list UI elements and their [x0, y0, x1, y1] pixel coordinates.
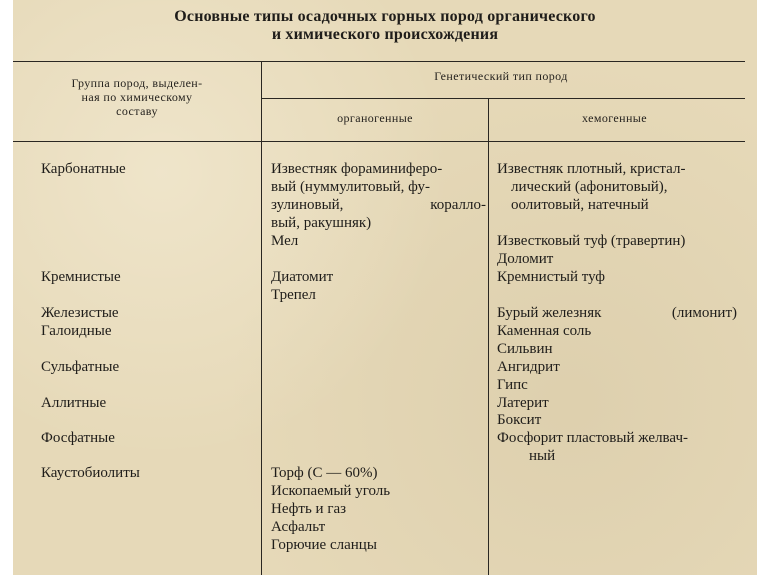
group-ferruginous: Железистые [41, 305, 119, 321]
organogenic-header: органогенные [337, 111, 413, 125]
organogenic-oil-gas: Нефть и газ [271, 501, 347, 517]
group-caustobiolith: Каустобиолиты [41, 465, 140, 481]
chemogenic-dense-limestone-line-1: Известняк плотный, кристал- [497, 161, 686, 177]
organogenic-tripoli: Трепел [271, 287, 316, 303]
chemogenic-phosphorite-line-2: ный [529, 448, 556, 464]
genetic-type-header: Генетический тип пород [434, 69, 568, 83]
table-title-line-2: и химического происхождения [271, 26, 499, 43]
group-sulfate: Сульфатные [41, 359, 120, 375]
header-bottom-rule [13, 141, 745, 142]
foram-limestone-word-2: коралло- [430, 197, 486, 213]
organogenic-fossil-coal: Ископаемый уголь [271, 483, 391, 499]
organogenic-oil-shale: Горючие сланцы [271, 537, 377, 553]
organogenic-peat: Торф (С — 60%) [271, 465, 378, 481]
chemogenic-dolomite: Доломит [497, 251, 554, 267]
organogenic-chalk: Мел [271, 233, 299, 249]
organogenic-foram-limestone-line-3 [271, 196, 486, 214]
foram-limestone-word-1: зулиновый, [271, 197, 344, 213]
group-carbonate: Карбонатные [41, 161, 126, 177]
chemogenic-sylvite: Сильвин [497, 341, 553, 357]
limonite-word-1: Бурый железняк [497, 305, 602, 321]
group-phosphate: Фосфатные [41, 430, 115, 446]
column-divider-1 [261, 61, 262, 575]
chemogenic-calc-tuff: Известковый туф (травертин) [497, 233, 686, 249]
chemogenic-phosphorite-line-1: Фосфорит пластовый желвач- [497, 430, 689, 446]
group-allitic: Аллитные [41, 395, 107, 411]
header-top-rule [13, 61, 745, 62]
group-siliceous: Кремнистые [41, 269, 121, 285]
organogenic-diatomite: Диатомит [271, 269, 334, 285]
organogenic-asphalt: Асфальт [271, 519, 326, 535]
document-page [13, 0, 757, 575]
chemogenic-limonite [497, 304, 737, 322]
chemogenic-laterite: Латерит [497, 395, 549, 411]
organogenic-foram-limestone-line-4: вый, ракушняк) [271, 215, 372, 231]
chemogenic-dense-limestone-line-2: лический (афонитовый), [511, 179, 668, 195]
chemogenic-gypsum: Гипс [497, 377, 528, 393]
chemogenic-bauxite: Боксит [497, 412, 542, 428]
chemogenic-dense-limestone-line-3: оолитовый, натечный [511, 197, 649, 213]
group-haloid: Галоидные [41, 323, 112, 339]
organogenic-foram-limestone-line-2: вый (нуммулитовый, фу- [271, 179, 430, 195]
chemogenic-siliceous-tuff: Кремнистый туф [497, 269, 605, 285]
chemogenic-header: хемогенные [582, 111, 647, 125]
limonite-word-2: (лимонит) [671, 305, 737, 321]
organogenic-foram-limestone-line-1: Известняк фораминиферо- [271, 161, 443, 177]
header-mid-rule [262, 98, 745, 99]
group-column-header: Группа пород, выделен- ная по химическому составу [71, 76, 203, 118]
column-divider-2 [488, 98, 489, 575]
chemogenic-rock-salt: Каменная соль [497, 323, 592, 339]
chemogenic-anhydrite: Ангидрит [497, 359, 560, 375]
table-title-line-1: Основные типы осадочных горных пород органического [174, 8, 596, 25]
